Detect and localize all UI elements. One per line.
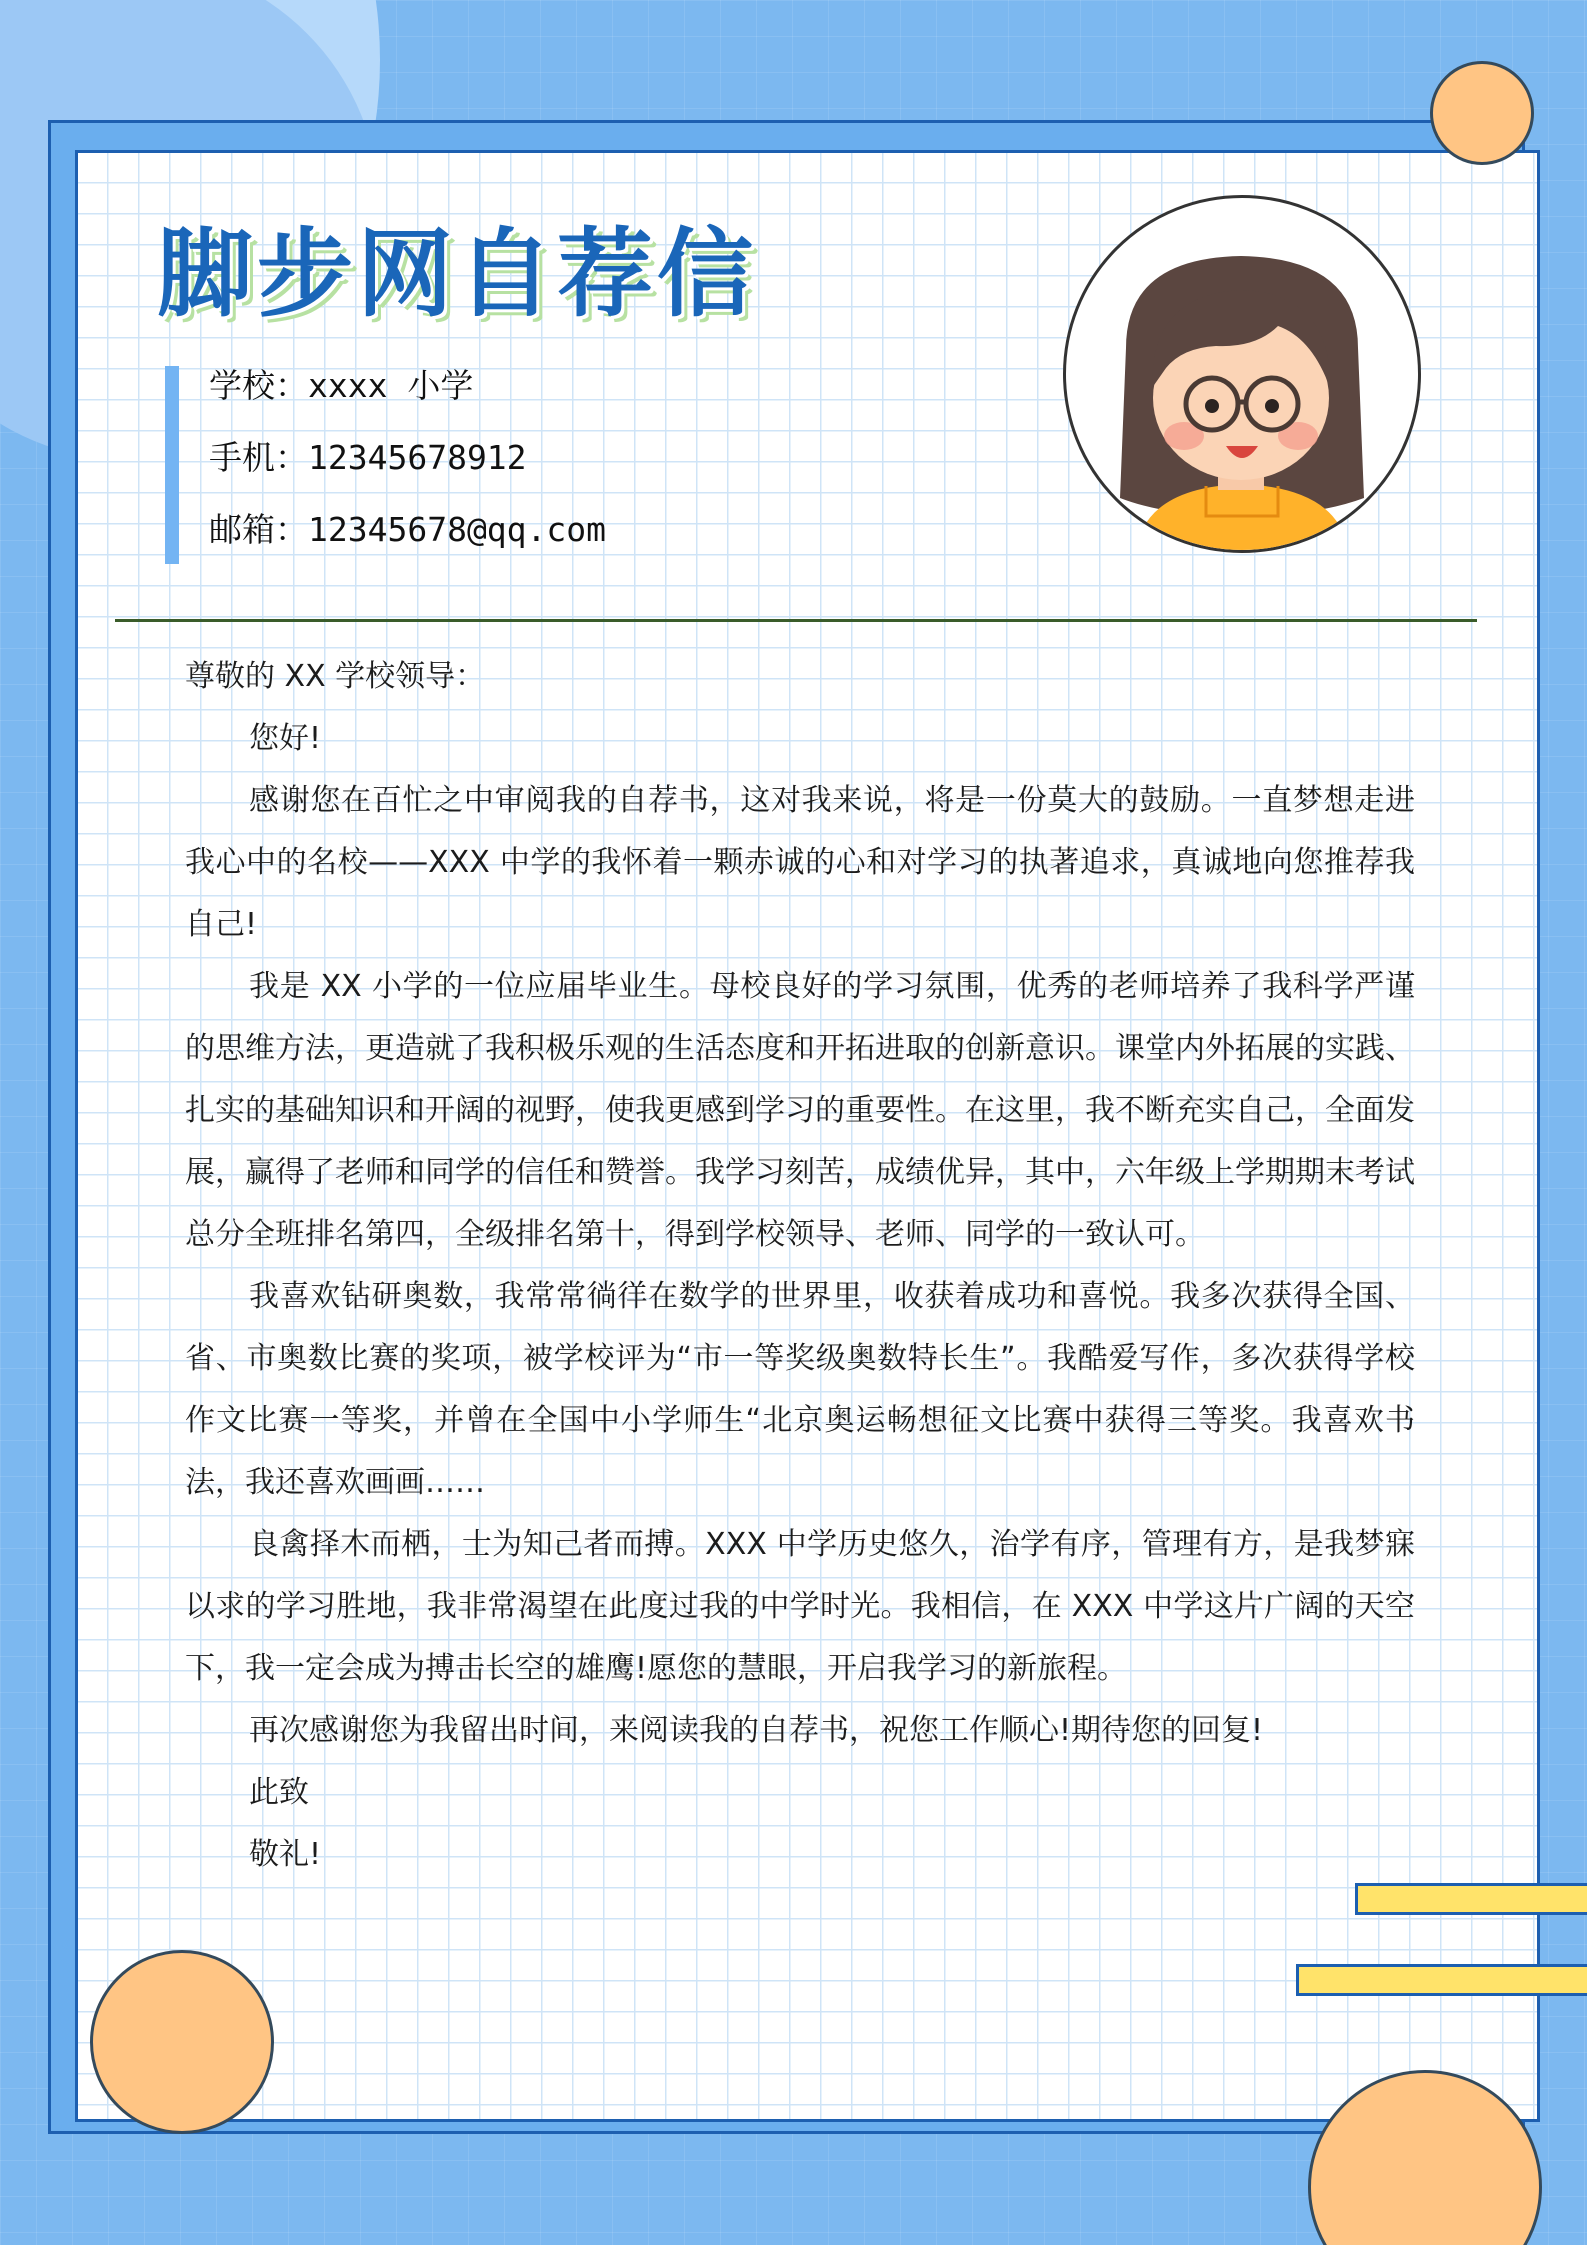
letter-paragraph: 良禽择木而栖，士为知己者而搏。XXX 中学历史悠久，治学有序，管理有方，是我梦寐以求的学习胜地，我非常渴望在此度过我的中学时光。我相信，在 XXX 中学这片广阔的天空下，我一定会成为搏击长空的雄鹰!愿您的慧眼，开启我学习的新旅程。: [185, 1527, 1415, 1686]
decor-circle-bottom-left: [90, 1950, 274, 2134]
letter-salutation: 尊敬的 XX 学校领导：: [185, 659, 486, 694]
contact-email: 邮箱：12345678@qq.com: [209, 510, 607, 549]
header-divider: [115, 619, 1477, 622]
letter-paragraph: 我是 XX 小学的一位应届毕业生。母校良好的学习氛围，优秀的老师培养了我科学严谨的思维方法，更造就了我积极乐观的生活态度和开拓进取的创新意识。课堂内外拓展的实践、扎实的基础知识和开阔的视野，使我更感到学习的重要性。在这里，我不断充实自己，全面发展，赢得了老师和同学的信任和赞誉。我学习刻苦，成绩优异，其中，六年级上学期期末考试总分全班排名第四，全级排名第十，得到学校领导、老师、同学的一致认可。: [185, 969, 1415, 1252]
letter-greeting: 您好!: [249, 721, 322, 756]
contact-info: [165, 366, 865, 564]
letter-closing-1: 此致: [249, 1775, 309, 1810]
letter-closing-2: 敬礼!: [249, 1837, 322, 1872]
letter-paragraph: 再次感谢您为我留出时间，来阅读我的自荐书，祝您工作顺心!期待您的回复!: [249, 1713, 1264, 1748]
contact-phone: 手机：12345678912: [209, 438, 527, 477]
letter-paragraph: 感谢您在百忙之中审阅我的自荐书，这对我来说，将是一份莫大的鼓励。一直梦想走进我心中的名校——XXX 中学的我怀着一颗赤诚的心和对学习的执著追求，真诚地向您推荐我自己!: [185, 783, 1415, 942]
decor-yellow-bar-upper: [1355, 1883, 1587, 1915]
letter-body: [185, 646, 1415, 1886]
decor-circle-top-right: [1430, 61, 1534, 165]
decor-yellow-bar-lower: [1296, 1964, 1587, 1996]
avatar: [1063, 195, 1421, 553]
contact-school: 学校：xxxx 小学: [209, 366, 474, 405]
letter-paragraph: 我喜欢钻研奥数，我常常徜徉在数学的世界里，收获着成功和喜悦。我多次获得全国、省、市奥数比赛的奖项，被学校评为“市一等奖级奥数特长生”。我酷爱写作，多次获得学校作文比赛一等奖，并曾在全国中小学师生“北京奥运畅想征文比赛中获得三等奖。我喜欢书法，我还喜欢画画……: [185, 1279, 1415, 1500]
page-title: 脚步网自荐信: [157, 218, 757, 330]
girl-with-glasses-avatar-icon: [1066, 198, 1418, 550]
